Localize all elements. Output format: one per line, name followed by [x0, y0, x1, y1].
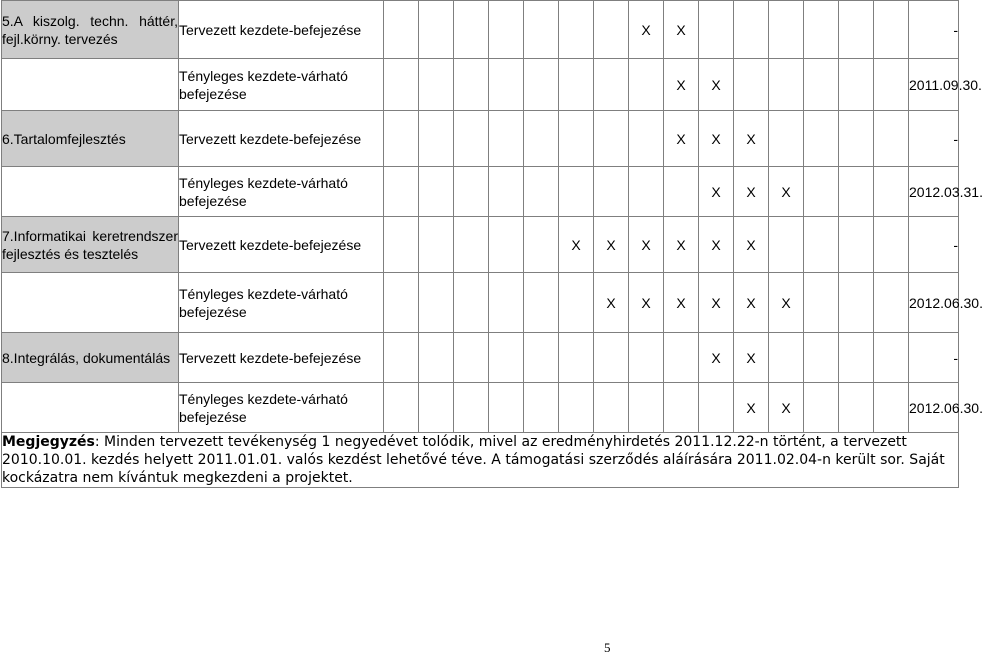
period-mark-cell: [419, 167, 454, 217]
period-mark-cell: [419, 333, 454, 383]
period-mark-cell: [454, 217, 489, 273]
period-mark-cell: [524, 59, 559, 111]
period-mark-cell: [699, 1, 734, 59]
period-mark-cell: [734, 59, 769, 111]
period-mark-cell: [454, 111, 489, 167]
schedule-type-cell: Tervezett kezdete-befejezése: [179, 1, 384, 59]
period-mark-cell: X: [734, 273, 769, 333]
period-mark-cell: X: [699, 333, 734, 383]
period-mark-cell: [874, 167, 909, 217]
period-mark-cell: [559, 333, 594, 383]
period-mark-cell: X: [594, 273, 629, 333]
schedule-type-cell: Tervezett kezdete-befejezése: [179, 111, 384, 167]
period-mark-cell: X: [734, 111, 769, 167]
period-mark-cell: [559, 1, 594, 59]
period-mark-cell: [839, 111, 874, 167]
period-mark-cell: [384, 273, 419, 333]
completion-date-cell: 2012.06.30.: [909, 383, 959, 433]
period-mark-cell: X: [629, 273, 664, 333]
period-mark-cell: [629, 59, 664, 111]
period-mark-cell: [384, 111, 419, 167]
schedule-type-cell: Tényleges kezdete-várható befejezése: [179, 273, 384, 333]
period-mark-cell: [839, 333, 874, 383]
period-mark-cell: [524, 217, 559, 273]
period-mark-cell: [664, 167, 699, 217]
period-mark-cell: X: [734, 167, 769, 217]
schedule-row: [2, 273, 959, 333]
period-mark-cell: [454, 167, 489, 217]
schedule-table: [1, 0, 983, 488]
task-cell: [2, 167, 179, 217]
task-cell: 6.Tartalomfejlesztés: [2, 111, 179, 167]
period-mark-cell: X: [699, 111, 734, 167]
period-mark-cell: [489, 167, 524, 217]
period-mark-cell: X: [699, 273, 734, 333]
period-mark-cell: [419, 383, 454, 433]
period-mark-cell: [384, 59, 419, 111]
task-cell: [2, 59, 179, 111]
note-cell: [2, 433, 959, 488]
period-mark-cell: [769, 333, 804, 383]
schedule-type-cell: Tényleges kezdete-várható befejezése: [179, 167, 384, 217]
period-mark-cell: [524, 333, 559, 383]
period-mark-cell: [594, 1, 629, 59]
period-mark-cell: [594, 111, 629, 167]
task-cell: [2, 383, 179, 433]
period-mark-cell: [699, 383, 734, 433]
schedule-type-cell: Tervezett kezdete-befejezése: [179, 333, 384, 383]
period-mark-cell: [489, 273, 524, 333]
period-mark-cell: [874, 1, 909, 59]
period-mark-cell: [839, 217, 874, 273]
period-mark-cell: [804, 217, 839, 273]
period-mark-cell: [419, 111, 454, 167]
schedule-row: [2, 333, 959, 383]
period-mark-cell: [489, 59, 524, 111]
period-mark-cell: [524, 111, 559, 167]
period-mark-cell: X: [734, 217, 769, 273]
schedule-row: [2, 167, 959, 217]
period-mark-cell: [769, 59, 804, 111]
note-label: Megjegyzés: [2, 434, 95, 450]
period-mark-cell: [454, 333, 489, 383]
completion-date-cell: -: [909, 111, 959, 167]
period-mark-cell: X: [664, 273, 699, 333]
period-mark-cell: [524, 1, 559, 59]
period-mark-cell: [454, 59, 489, 111]
completion-date-cell: 2012.06.30.: [909, 273, 959, 333]
period-mark-cell: X: [699, 59, 734, 111]
period-mark-cell: [839, 273, 874, 333]
period-mark-cell: [594, 59, 629, 111]
completion-date-cell: -: [909, 1, 959, 59]
period-mark-cell: [419, 1, 454, 59]
period-mark-cell: [454, 383, 489, 433]
period-mark-cell: [804, 273, 839, 333]
schedule-row: [2, 383, 959, 433]
period-mark-cell: X: [594, 217, 629, 273]
note-row: [2, 433, 959, 488]
period-mark-cell: [559, 167, 594, 217]
period-mark-cell: X: [769, 383, 804, 433]
period-mark-cell: [734, 1, 769, 59]
period-mark-cell: [384, 383, 419, 433]
period-mark-cell: [594, 383, 629, 433]
period-mark-cell: X: [629, 1, 664, 59]
period-mark-cell: [559, 383, 594, 433]
period-mark-cell: [804, 59, 839, 111]
period-mark-cell: [629, 333, 664, 383]
period-mark-cell: [804, 111, 839, 167]
completion-date-cell: -: [909, 333, 959, 383]
period-mark-cell: X: [664, 111, 699, 167]
period-mark-cell: [804, 383, 839, 433]
period-mark-cell: [804, 1, 839, 59]
period-mark-cell: [839, 383, 874, 433]
period-mark-cell: [384, 1, 419, 59]
period-mark-cell: [769, 111, 804, 167]
task-cell: 5.A kiszolg. techn. háttér, fejl.körny. tervezés: [2, 1, 179, 59]
period-mark-cell: [769, 217, 804, 273]
period-mark-cell: [629, 167, 664, 217]
completion-date-cell: 2012.03.31.: [909, 167, 959, 217]
period-mark-cell: [664, 333, 699, 383]
period-mark-cell: [454, 273, 489, 333]
note-text: : Minden tervezett tevékenység 1 negyedévet tolódik, mivel az eredményhirdetés 2011.12.22-n történt, a tervezett 2010.10.01. kezdés helyett 2011.01.01. valós kezdést lehetővé téve. A támogatási szerződés aláírására 2011.02.04-n került sor. Saját kockázatra nem kívántuk megkezdeni a projektet.: [2, 434, 945, 486]
period-mark-cell: [524, 383, 559, 433]
period-mark-cell: [524, 167, 559, 217]
period-mark-cell: X: [699, 217, 734, 273]
period-mark-cell: X: [664, 59, 699, 111]
period-mark-cell: [874, 59, 909, 111]
period-mark-cell: [839, 1, 874, 59]
period-mark-cell: X: [769, 167, 804, 217]
period-mark-cell: [419, 273, 454, 333]
period-mark-cell: [839, 167, 874, 217]
schedule-type-cell: Tényleges kezdete-várható befejezése: [179, 383, 384, 433]
period-mark-cell: [629, 383, 664, 433]
period-mark-cell: X: [629, 217, 664, 273]
task-cell: 7.Informatikai keretrendszer fejlesztés és tesztelés: [2, 217, 179, 273]
period-mark-cell: [874, 333, 909, 383]
period-mark-cell: X: [664, 1, 699, 59]
period-mark-cell: [629, 111, 664, 167]
period-mark-cell: X: [664, 217, 699, 273]
period-mark-cell: [594, 167, 629, 217]
period-mark-cell: [594, 333, 629, 383]
period-mark-cell: [769, 1, 804, 59]
period-mark-cell: [489, 1, 524, 59]
period-mark-cell: X: [734, 383, 769, 433]
task-cell: [2, 273, 179, 333]
schedule-type-cell: Tényleges kezdete-várható befejezése: [179, 59, 384, 111]
period-mark-cell: [874, 383, 909, 433]
period-mark-cell: [559, 111, 594, 167]
period-mark-cell: X: [699, 167, 734, 217]
period-mark-cell: [524, 273, 559, 333]
schedule-row: [2, 111, 959, 167]
period-mark-cell: [874, 217, 909, 273]
page-number: 5: [604, 640, 611, 655]
period-mark-cell: X: [734, 333, 769, 383]
period-mark-cell: [489, 111, 524, 167]
period-mark-cell: [804, 167, 839, 217]
completion-date-cell: 2011.09.30.: [909, 59, 959, 111]
completion-date-cell: -: [909, 217, 959, 273]
period-mark-cell: [419, 217, 454, 273]
task-cell: 8.Integrálás, dokumentálás: [2, 333, 179, 383]
period-mark-cell: [664, 383, 699, 433]
period-mark-cell: [454, 1, 489, 59]
schedule-row: [2, 217, 959, 273]
period-mark-cell: X: [559, 217, 594, 273]
period-mark-cell: X: [769, 273, 804, 333]
period-mark-cell: [839, 59, 874, 111]
period-mark-cell: [489, 383, 524, 433]
period-mark-cell: [559, 273, 594, 333]
schedule-row: [2, 59, 959, 111]
schedule-row: [2, 1, 959, 59]
period-mark-cell: [804, 333, 839, 383]
period-mark-cell: [874, 111, 909, 167]
period-mark-cell: [384, 167, 419, 217]
schedule-type-cell: Tervezett kezdete-befejezése: [179, 217, 384, 273]
period-mark-cell: [874, 273, 909, 333]
period-mark-cell: [384, 217, 419, 273]
schedule-rows: [2, 1, 983, 433]
period-mark-cell: [419, 59, 454, 111]
period-mark-cell: [384, 333, 419, 383]
period-mark-cell: [559, 59, 594, 111]
period-mark-cell: [489, 217, 524, 273]
period-mark-cell: [489, 333, 524, 383]
